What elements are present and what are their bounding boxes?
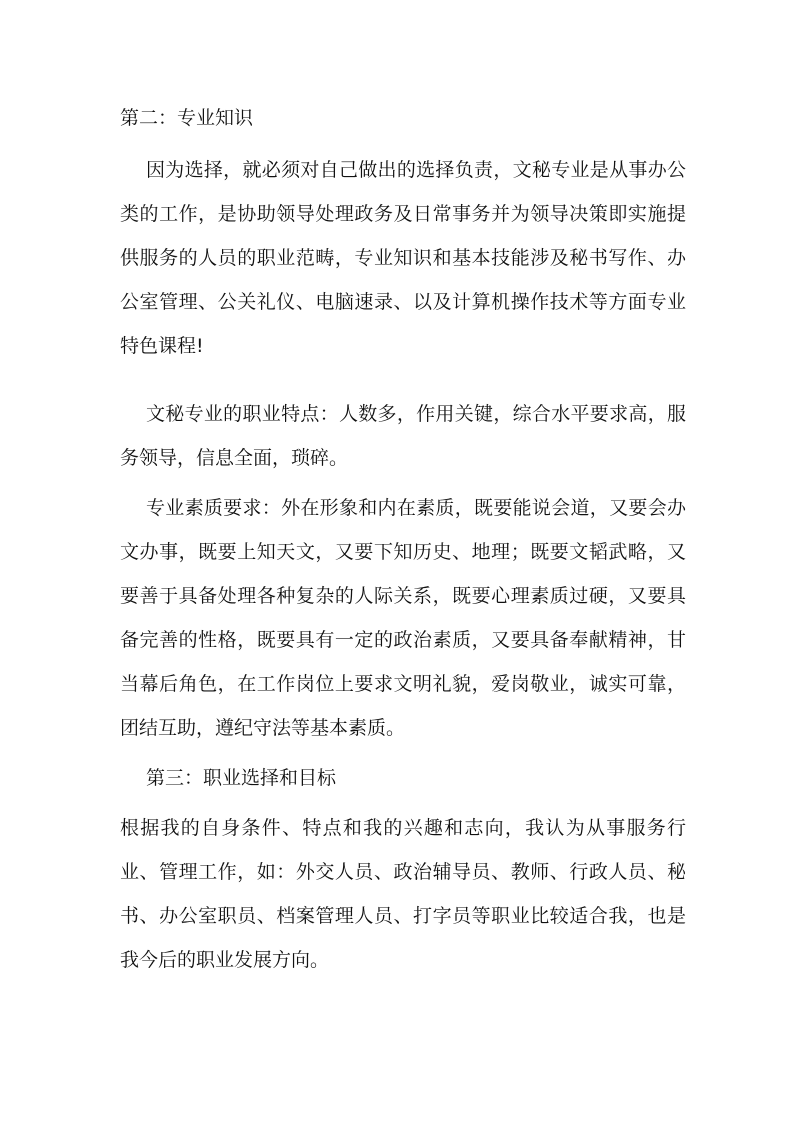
paragraph-major-knowledge: 因为选择，就必须对自己做出的选择负责，文秘专业是从事办公类的工作，是协助领导处理政务及日常事务并为领导决策即实施提供服务的人员的职业范畴，专业知识和基本技能涉及秘书写作、办公室管理、公关礼仪、电脑速录、以及计算机操作技术等方面专业特色课程! [120,159,686,357]
spacer [120,140,686,148]
section-heading-3: 第三：职业选择和目标 [146,767,337,789]
paragraph-career-choice: 根据我的自身条件、特点和我的兴趣和志向，我认为从事服务行业、管理工作，如：外交人员、政治辅导员、教师、行政人员、秘书、办公室职员、档案管理人员、打字员等职业比较适合我，也是我今后的职业发展方向。 [120,817,686,971]
spacer [120,368,686,392]
paragraph-quality-requirements: 专业素质要求：外在形象和内在素质，既要能说会道，又要会办文办事，既要上知天文，又要下知历史、地理；既要文韬武略，又要善于具备处理各种复杂的人际关系，既要心理素质过硬，又要具备完善的性格，既要具有一定的政治素质，又要具备奉献精神，甘当幕后角色，在工作岗位上要求文明礼貌，爱岗敬业，诚实可靠，团结互助，遵纪守法等基本素质。 [120,497,686,739]
paragraph-career-traits: 文秘专业的职业特点：人数多，作用关键，综合水平要求高，服务领导，信息全面，琐碎。 [120,403,686,469]
document-page [120,96,686,982]
section-heading-2: 第二：专业知识 [120,107,254,129]
